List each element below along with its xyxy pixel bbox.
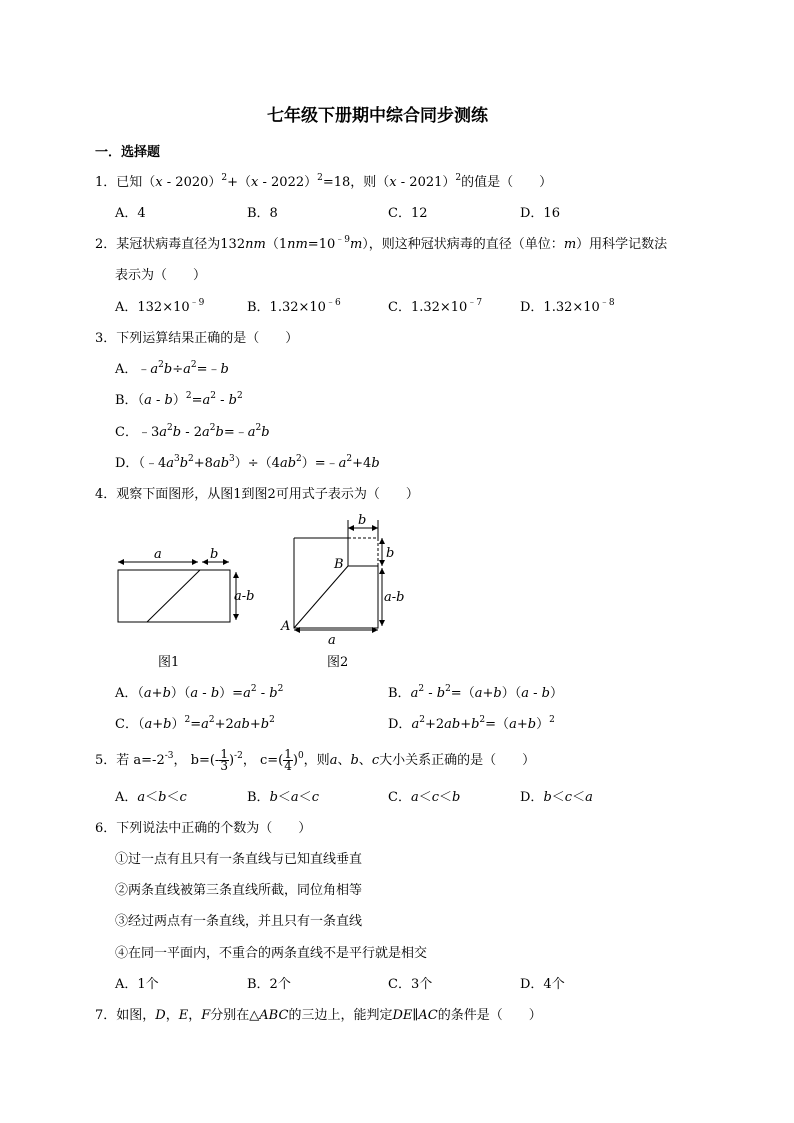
fig1-label-amb: a-b (234, 589, 255, 604)
question-5-option-d: D．b＜c＜a (520, 790, 593, 805)
question-5-option-c: C．a＜c＜b (388, 790, 461, 805)
page-title: 七年级下册期中综合同步测练 (267, 106, 488, 126)
fig2-label-a: a (328, 633, 336, 648)
question-7-stem: 7．如图，D，E，F分别在△ABC的三边上，能判定DE∥AC的条件是（ ） (95, 1008, 542, 1023)
question-1-option-c: C．12 (388, 206, 428, 221)
fig2-label-B: B (334, 557, 344, 572)
fraction-one-quarter: $\frac{1}{4}$ (284, 747, 292, 773)
question-2-option-d: D．$1.32\times 10^{﹣8}$ (520, 298, 615, 315)
question-5-option-a: A．a＜b＜c (115, 790, 187, 805)
question-4-option-c: C．$(a+b)^2=a^2+2ab+b^2$ (115, 715, 275, 732)
fig2-dashed-square (348, 538, 378, 566)
question-6-stem: 6．下列说法中正确的个数为（ ） (95, 821, 312, 836)
fig2-shape (294, 538, 378, 628)
question-6-option-d: D．4个 (520, 977, 565, 992)
fig2-caption: 图2 (327, 655, 349, 670)
fig2-slant (294, 566, 348, 628)
question-3-option-d: D．$(﹣4a^3b^2+8ab^3)\div(4ab^2)=﹣a^2+4b$ (115, 454, 380, 471)
figure-1 (110, 540, 270, 640)
question-3-option-a: A．$﹣a^2b\div a^2=﹣b$ (115, 360, 229, 377)
fig2-label-b-top: b (358, 514, 367, 528)
question-3-option-b: B．$(a - b)^2=a^2 - b^2$ (115, 391, 243, 408)
question-2-option-c: C．$1.32\times 10^{﹣7}$ (388, 298, 483, 315)
question-1-option-d: D．16 (520, 206, 560, 221)
question-2-stem: 2．某冠状病毒直径为$132nm(1nm=10^{﹣9}m)$，则这种冠状病毒的直径（单位：m）用科学记数法 (95, 235, 668, 252)
fig1-label-b: b (210, 547, 219, 562)
question-4-stem: 4．观察下面图形，从图1到图2可用式子表示为（ ） (95, 487, 419, 502)
fig1-label-a: a (154, 547, 162, 562)
question-6-statement-3: ③经过两点有一条直线，并且只有一条直线 (115, 914, 363, 929)
figure-2 (278, 514, 418, 654)
question-1-option-b: B．8 (247, 206, 278, 221)
question-4-option-b: B．$a^2 - b^2=(a+b)(a - b)$ (388, 684, 563, 701)
question-6-statement-2: ②两条直线被第三条直线所截，同位角相等 (115, 883, 363, 898)
fig2-label-b-side: b (386, 546, 395, 561)
question-3-option-c: C．$﹣3a^2b$ - $2a^2b=﹣a^2b$ (115, 423, 270, 440)
fraction-one-third: $\frac{1}{3}$ (220, 747, 228, 773)
question-5-option-b: B．b＜a＜c (247, 790, 319, 805)
question-6-statement-4: ④在同一平面内，不重合的两条直线不是平行就是相交 (115, 946, 428, 961)
question-6-option-b: B．2个 (247, 977, 291, 992)
question-2-option-b: B．$1.32\times 10^{﹣6}$ (247, 298, 341, 315)
section-heading: 一．选择题 (95, 145, 161, 160)
question-3-stem: 3．下列运算结果正确的是（ ） (95, 331, 299, 346)
question-2-stem-line2: 表示为（ ） (115, 268, 207, 283)
question-2-option-a: A．$132\times 10^{﹣9}$ (115, 298, 205, 315)
fig2-label-amb: a-b (384, 590, 405, 605)
question-1-option-a: A．4 (115, 206, 146, 221)
question-4-option-d: D．$a^2+2ab+b^2=(a+b)^2$ (388, 715, 555, 732)
question-5-stem: 5．若 $a=-2^{-3}$， b=(- $\frac{1}{3}$ )$^{-2}$， c=( $\frac{1}{4}$ )$^0$，则a、b、c大小关系正确的是（ ） (95, 747, 536, 773)
question-6-statement-1: ①过一点有且只有一条直线与已知直线垂直 (115, 852, 363, 867)
fig2-label-A: A (281, 619, 291, 634)
question-4-option-a: A．$(a+b)(a - b)=a^2 - b^2$ (115, 684, 284, 701)
fig1-caption: 图1 (158, 655, 180, 670)
fig1-diagonal (147, 570, 200, 622)
question-6-option-c: C．3个 (388, 977, 433, 992)
question-6-option-a: A．1个 (115, 977, 159, 992)
question-1-stem: 1．已知（x - 2020）$^2$+（x - 2022）$^2$=18，则（x - 2021）$^2$的值是（ ） (95, 173, 553, 190)
